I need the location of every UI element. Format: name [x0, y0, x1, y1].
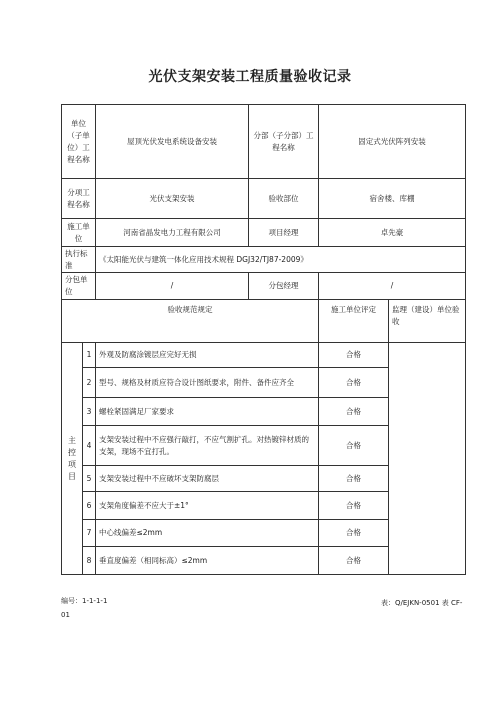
sub-manager-label: 分包经理	[249, 273, 319, 300]
spec-column-header: 验收规范规定	[62, 300, 319, 343]
main-control-char: 目	[68, 471, 76, 481]
item-project-label: 分项工程名称	[62, 179, 96, 219]
constructor-eval-column-header: 施工单位评定	[319, 300, 389, 343]
unit-project-value: 屋顶光伏发电系统设备安装	[96, 105, 249, 179]
item-text: 垂直度偏差（相同标高）≤2mm	[96, 547, 319, 575]
standard-value: 《太阳能光伏与建筑一体化应用技术规程 DGJ32/TJ87-2009》	[96, 247, 466, 273]
item-text: 型号、规格及材质应符合设计图纸要求，附件、备件应齐全	[96, 368, 319, 398]
inspect-part-label: 验收部位	[249, 179, 319, 219]
main-control-char: 项	[68, 459, 76, 469]
manager-label: 项目经理	[249, 219, 319, 247]
row-column-headers	[62, 300, 466, 343]
item-eval: 合格	[319, 492, 389, 520]
sub-manager-value: /	[319, 273, 466, 300]
constructor-value: 河南省晶发电力工程有限公司	[96, 219, 249, 247]
subcontractor-value: /	[96, 273, 249, 300]
item-number: 5	[83, 466, 96, 492]
unit-project-label: 单位（子单位）工程名称	[62, 105, 96, 179]
table-row	[62, 343, 466, 368]
sub-project-label: 分部（子分部）工程名称	[249, 105, 319, 179]
item-eval: 合格	[319, 520, 389, 547]
standard-label: 执行标准	[62, 247, 96, 273]
supervisor-result-column-header: 监理（建设）单位验收	[389, 300, 466, 343]
row-item-project	[62, 179, 466, 219]
supervisor-result-cell	[389, 343, 466, 575]
row-unit-project	[62, 105, 466, 179]
item-number: 2	[83, 368, 96, 398]
main-control-char: 控	[68, 447, 76, 457]
item-text: 支架角度偏差不应大于±1°	[96, 492, 319, 520]
item-text: 支架安装过程中不应强行敲打，不应气割扩孔。对热镀锌材质的支架，现场不宜打孔。	[96, 426, 319, 466]
item-number: 3	[83, 398, 96, 426]
item-project-value: 光伏支架安装	[96, 179, 249, 219]
row-constructor	[62, 219, 466, 247]
manager-value: 卓先豪	[319, 219, 466, 247]
constructor-label: 施工单位	[62, 219, 96, 247]
inspection-form-table	[61, 104, 466, 575]
item-eval: 合格	[319, 426, 389, 466]
item-eval: 合格	[319, 466, 389, 492]
page-title: 光伏支架安装工程质量验收记录	[148, 69, 352, 85]
item-text: 支架安装过程中不应破坏支架防腐层	[96, 466, 319, 492]
item-text: 螺栓紧固满足厂家要求	[96, 398, 319, 426]
item-number: 8	[83, 547, 96, 575]
subcontractor-label: 分包单位	[62, 273, 96, 300]
row-standard	[62, 247, 466, 273]
row-subcontractor	[62, 273, 466, 300]
item-number: 4	[83, 426, 96, 466]
form-code: 编号：1-1-1-1	[61, 597, 108, 605]
item-eval: 合格	[319, 547, 389, 575]
item-number: 7	[83, 520, 96, 547]
item-number: 6	[83, 492, 96, 520]
inspect-part-value: 宿舍楼、库棚	[319, 179, 466, 219]
item-text: 中心线偏差≤2mm	[96, 520, 319, 547]
sub-project-value: 固定式光伏阵列安装	[319, 105, 466, 179]
item-eval: 合格	[319, 398, 389, 426]
item-eval: 合格	[319, 368, 389, 398]
main-control-label	[62, 343, 83, 575]
item-text: 外观及防腐涂镀层应完好无损	[96, 343, 319, 368]
item-eval: 合格	[319, 343, 389, 368]
table-number: 表：Q/EJKN-0501 表 CF-	[381, 599, 463, 607]
table-number-suffix: 01	[61, 611, 70, 619]
item-number: 1	[83, 343, 96, 368]
main-control-char: 主	[68, 435, 76, 445]
